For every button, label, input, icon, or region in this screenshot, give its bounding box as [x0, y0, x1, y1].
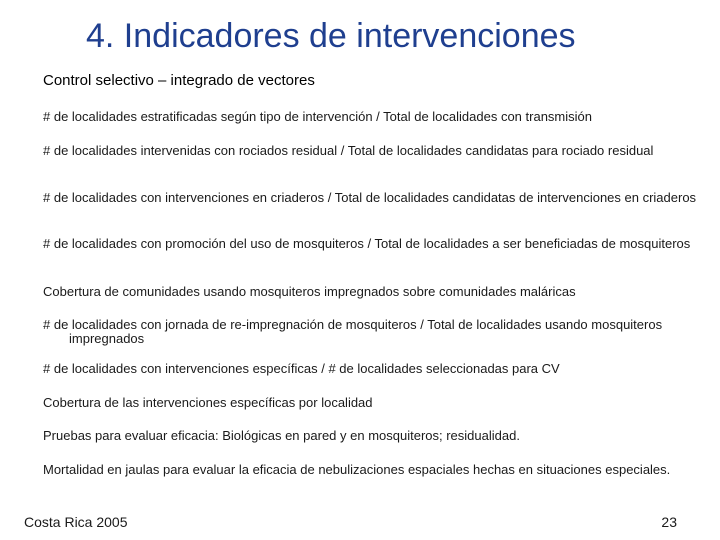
indicator-item: # de localidades con promoción del uso de mosquiteros / Total de localidades a ser beneficiadas de mosquiteros — [43, 236, 691, 251]
indicator-item: # de localidades con intervenciones específicas / # de localidades seleccionadas para CV — [43, 361, 560, 376]
page-number: 23 — [661, 514, 677, 530]
section-subtitle: Control selectivo – integrado de vectores — [43, 72, 315, 89]
indicator-item: Pruebas para evaluar eficacia: Biológicas en pared y en mosquiteros; residualidad. — [43, 428, 520, 443]
footer-text: Costa Rica 2005 — [24, 514, 128, 530]
indicator-item: Cobertura de comunidades usando mosquiteros impregnados sobre comunidades maláricas — [43, 284, 576, 299]
slide-title: 4. Indicadores de intervenciones — [86, 17, 576, 55]
indicator-item: Cobertura de las intervenciones específicas por localidad — [43, 395, 373, 410]
indicator-item: # de localidades con intervenciones en criaderos / Total de localidades candidatas de intervenciones en criaderos — [43, 190, 697, 205]
indicator-item: # de localidades estratificadas según tipo de intervención / Total de localidades con transmisión — [43, 109, 592, 124]
indicator-item: # de localidades con jornada de re-impregnación de mosquiteros / Total de localidades usando mosquiteros impregnados — [43, 317, 663, 346]
indicator-item: Mortalidad en jaulas para evaluar la eficacia de nebulizaciones espaciales hechas en situaciones especiales. — [43, 462, 671, 477]
indicator-item: # de localidades intervenidas con rociados residual / Total de localidades candidatas para rociado residual — [43, 143, 654, 158]
